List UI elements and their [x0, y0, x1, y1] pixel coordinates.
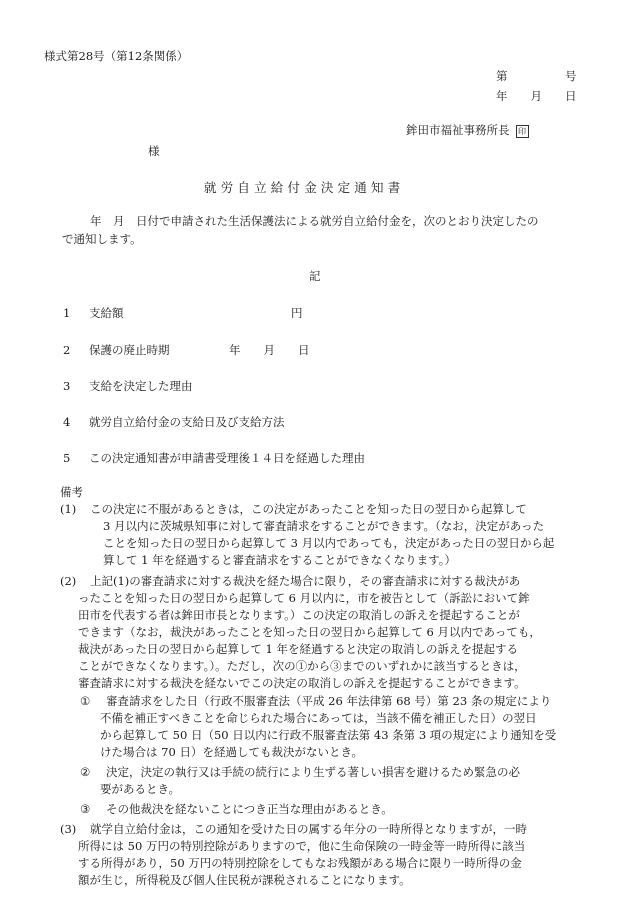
item-1 [63, 305, 303, 321]
remark-3-line: 所得には 50 万円の特別控除がありますので，他に生命保険の一時金等一時所得に該当 [78, 839, 526, 853]
item-number: 4 [63, 415, 71, 429]
addressee-suffix: 様 [148, 144, 160, 158]
remark-3-line: 就学自立給付金は，この通知を受けた日の属する年分の一時所得となりますが，一時 [90, 822, 527, 836]
sub-item-2-number: ② [80, 765, 91, 779]
sub-item-1-number: ① [80, 694, 91, 708]
item-label: この決定通知書が申請書受理後１４日を経過した理由 [89, 451, 365, 465]
seal-mark: 印 [516, 125, 529, 138]
item-5 [63, 450, 365, 466]
remark-1-number: (1) [60, 502, 77, 516]
item-label: 支給を決定した理由 [89, 379, 193, 393]
sub-item-1-line: けた場合は 70 日）を経過しても裁決がないとき。 [100, 745, 363, 759]
item-3 [63, 378, 193, 394]
intro-line-1: 年 月 日付で申請された生活保護法による就労自立給付金を，次のとおり決定したの [90, 214, 539, 228]
document-number-label: 第 号 [496, 69, 577, 83]
remark-1-line: 3 月以内に茨城県知事に対して審査請求をすることができます。（なお，決定があった [103, 519, 545, 533]
item-unit: 円 [291, 306, 303, 320]
item-number: 1 [63, 306, 71, 320]
item-label: 保護の廃止時期 [89, 343, 170, 357]
date-label: 年 月 日 [496, 89, 577, 103]
remark-3-line: する所得があり，50 万円の特別控除をしてもなお残額がある場合に限り一時所得の金 [78, 856, 522, 870]
document-title: 就労自立給付金決定通知書 [204, 180, 405, 195]
ki-heading: 記 [309, 269, 321, 283]
remark-1-line: 算して 1 年を経過すると審査請求をすることができなくなります。） [103, 553, 456, 567]
remark-2-line: 裁決があった日の翌日から起算して 1 年を経過すると決定の取消しの訴えを提起する [78, 642, 519, 656]
remark-2-line: 上記(1)の審査請求に対する裁決を経た場合に限り，その審査請求に対する裁決があ [90, 574, 521, 588]
item-date: 年 月 日 [229, 343, 310, 357]
form-number: 様式第28号（第12条関係） [44, 49, 189, 63]
remark-2-line: できます（なお，裁決があったことを知った日の翌日から起算して 6 月以内であっても， [78, 625, 541, 639]
item-4 [63, 414, 285, 430]
issuer-name: 鉾田市福祉事務所長 [406, 123, 510, 137]
remark-2-line: 審査請求に対する裁決を経ないでこの決定の取消しの訴えを提起することができます。 [78, 676, 526, 690]
item-number: 2 [63, 343, 71, 357]
sub-item-2-line: 要があるとき。 [100, 782, 181, 796]
item-label: 支給額 [89, 306, 124, 320]
intro-line-2: で通知します。 [62, 232, 142, 246]
item-2 [63, 342, 310, 358]
sub-item-1-line: から起算して 50 日（50 日以内に行政不服審査法第 43 条第 3 項の規定により通知を受 [100, 728, 557, 742]
remarks-heading: 備考 [60, 485, 83, 499]
item-number: 5 [63, 451, 71, 465]
sub-item-1-line: 審査請求をした日（行政不服審査法（平成 26 年法律第 68 号）第 23 条の規定により [106, 694, 552, 708]
remark-2-line: ったことを知った日の翌日から起算して 6 月以内に，市を被告として（訴訟において鉾 [78, 591, 530, 605]
remark-1-line: この決定に不服があるときは，この決定があったことを知った日の翌日から起算して [90, 502, 527, 516]
sub-item-3-line: その他裁決を経ないことにつき正当な理由があるとき。 [106, 802, 393, 816]
remark-1-line: ことを知った日の翌日から起算して 3 月以内であっても，決定があった日の翌日から起 [103, 536, 555, 550]
remark-3-line: 額が生じ，所得税及び個人住民税が課税されることになります。 [78, 873, 411, 887]
sub-item-3-number: ③ [80, 802, 91, 816]
sub-item-1-line: 不備を補正すべきことを命じられた場合にあっては，当該不備を補正した日）の翌日 [100, 711, 537, 725]
issuer-line [406, 122, 529, 139]
item-label: 就労自立給付金の支給日及び支給方法 [89, 415, 285, 429]
item-number: 3 [63, 379, 71, 393]
remark-2-line: 田市を代表する者は鉾田市長となります。）この決定の取消しの訴えを提起することが [78, 608, 520, 622]
remark-2-line: ことができなくなります。）。ただし，次の①から③までのいずれかに該当するときは， [78, 659, 526, 673]
remark-2-number: (2) [60, 574, 77, 588]
sub-item-2-line: 決定，決定の執行又は手続の続行により生ずる著しい損害を避けるため緊急の必 [106, 765, 520, 779]
remark-3-number: (3) [60, 822, 77, 836]
